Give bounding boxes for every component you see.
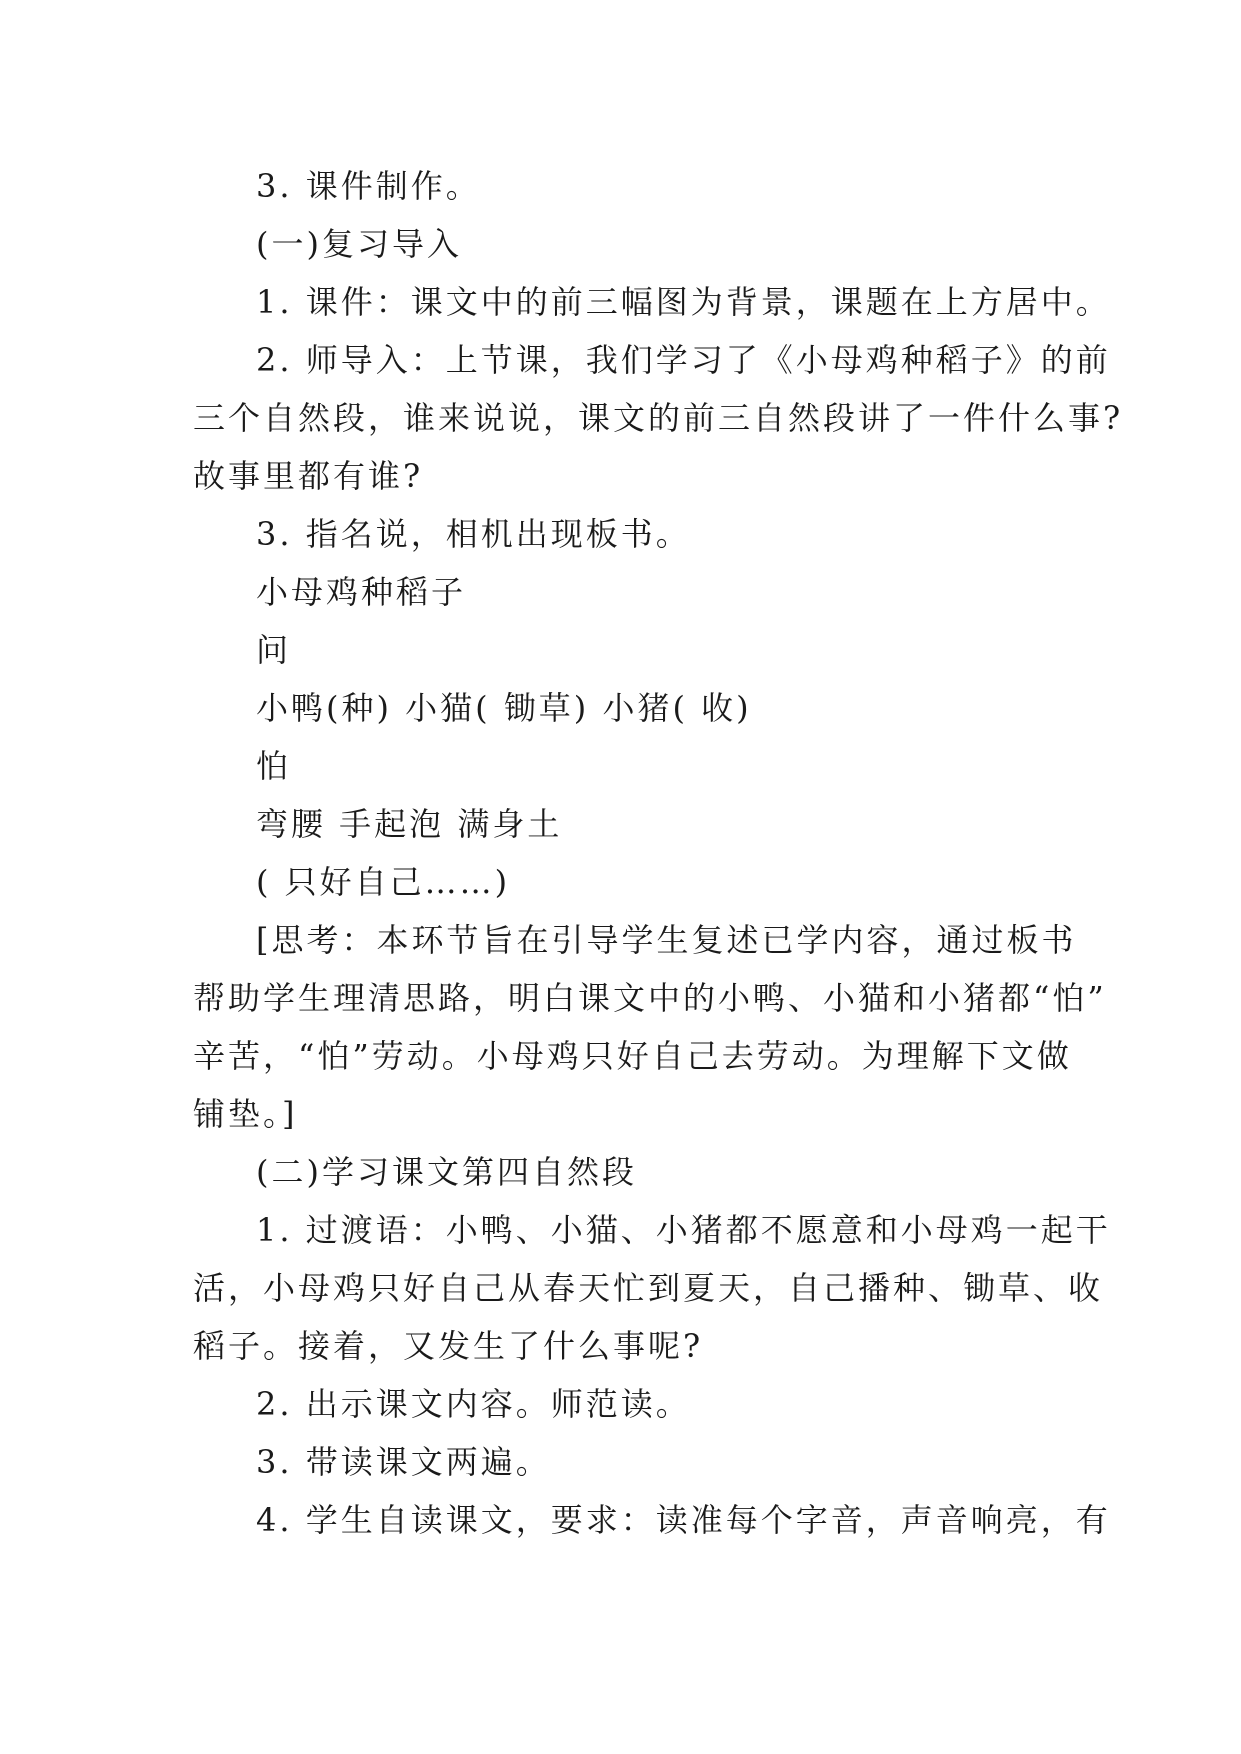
paragraph-line: 帮助学生理清思路，明白课文中的小鸭、小猫和小猪都“怕”: [193, 979, 1107, 1017]
paragraph-line: 辛苦，“怕”劳动。小母鸡只好自己去劳动。为理解下文做: [193, 1037, 1072, 1075]
blackboard-line: ( 只好自己……): [256, 863, 511, 901]
paragraph-line: 1. 课件：课文中的前三幅图为背景，课题在上方居中。: [256, 283, 1111, 321]
paragraph-line: 活，小母鸡只好自己从春天忙到夏天，自己播种、锄草、收: [193, 1269, 1104, 1307]
paragraph-line: 3. 课件制作。: [256, 167, 481, 205]
blackboard-title: 小母鸡种稻子: [256, 573, 467, 611]
paragraph-line: [思考：本环节旨在引导学生复述已学内容，通过板书: [256, 921, 1077, 959]
paragraph-line: 2. 师导入：上节课，我们学习了《小母鸡种稻子》的前: [256, 341, 1111, 379]
section-heading: (二)学习课文第四自然段: [256, 1153, 637, 1191]
blackboard-line: 问: [256, 631, 292, 669]
section-heading: (一)复习导入: [256, 225, 462, 263]
paragraph-line: 铺垫。]: [193, 1095, 298, 1133]
blackboard-line: 弯腰 手起泡 满身土: [256, 805, 563, 843]
paragraph-line: 2. 出示课文内容。师范读。: [256, 1385, 691, 1423]
paragraph-line: 故事里都有谁?: [193, 457, 424, 495]
blackboard-line: 小鸭(种) 小猫( 锄草) 小猪( 收): [256, 689, 752, 727]
paragraph-line: 4. 学生自读课文，要求：读准每个字音，声音响亮，有: [256, 1501, 1111, 1539]
blackboard-line: 怕: [256, 747, 292, 785]
paragraph-line: 3. 指名说，相机出现板书。: [256, 515, 691, 553]
paragraph-line: 三个自然段，谁来说说，课文的前三自然段讲了一件什么事?: [193, 399, 1124, 437]
paragraph-line: 3. 带读课文两遍。: [256, 1443, 551, 1481]
paragraph-line: 稻子。接着，又发生了什么事呢?: [193, 1327, 704, 1365]
paragraph-line: 1. 过渡语：小鸭、小猫、小猪都不愿意和小母鸡一起干: [256, 1211, 1111, 1249]
